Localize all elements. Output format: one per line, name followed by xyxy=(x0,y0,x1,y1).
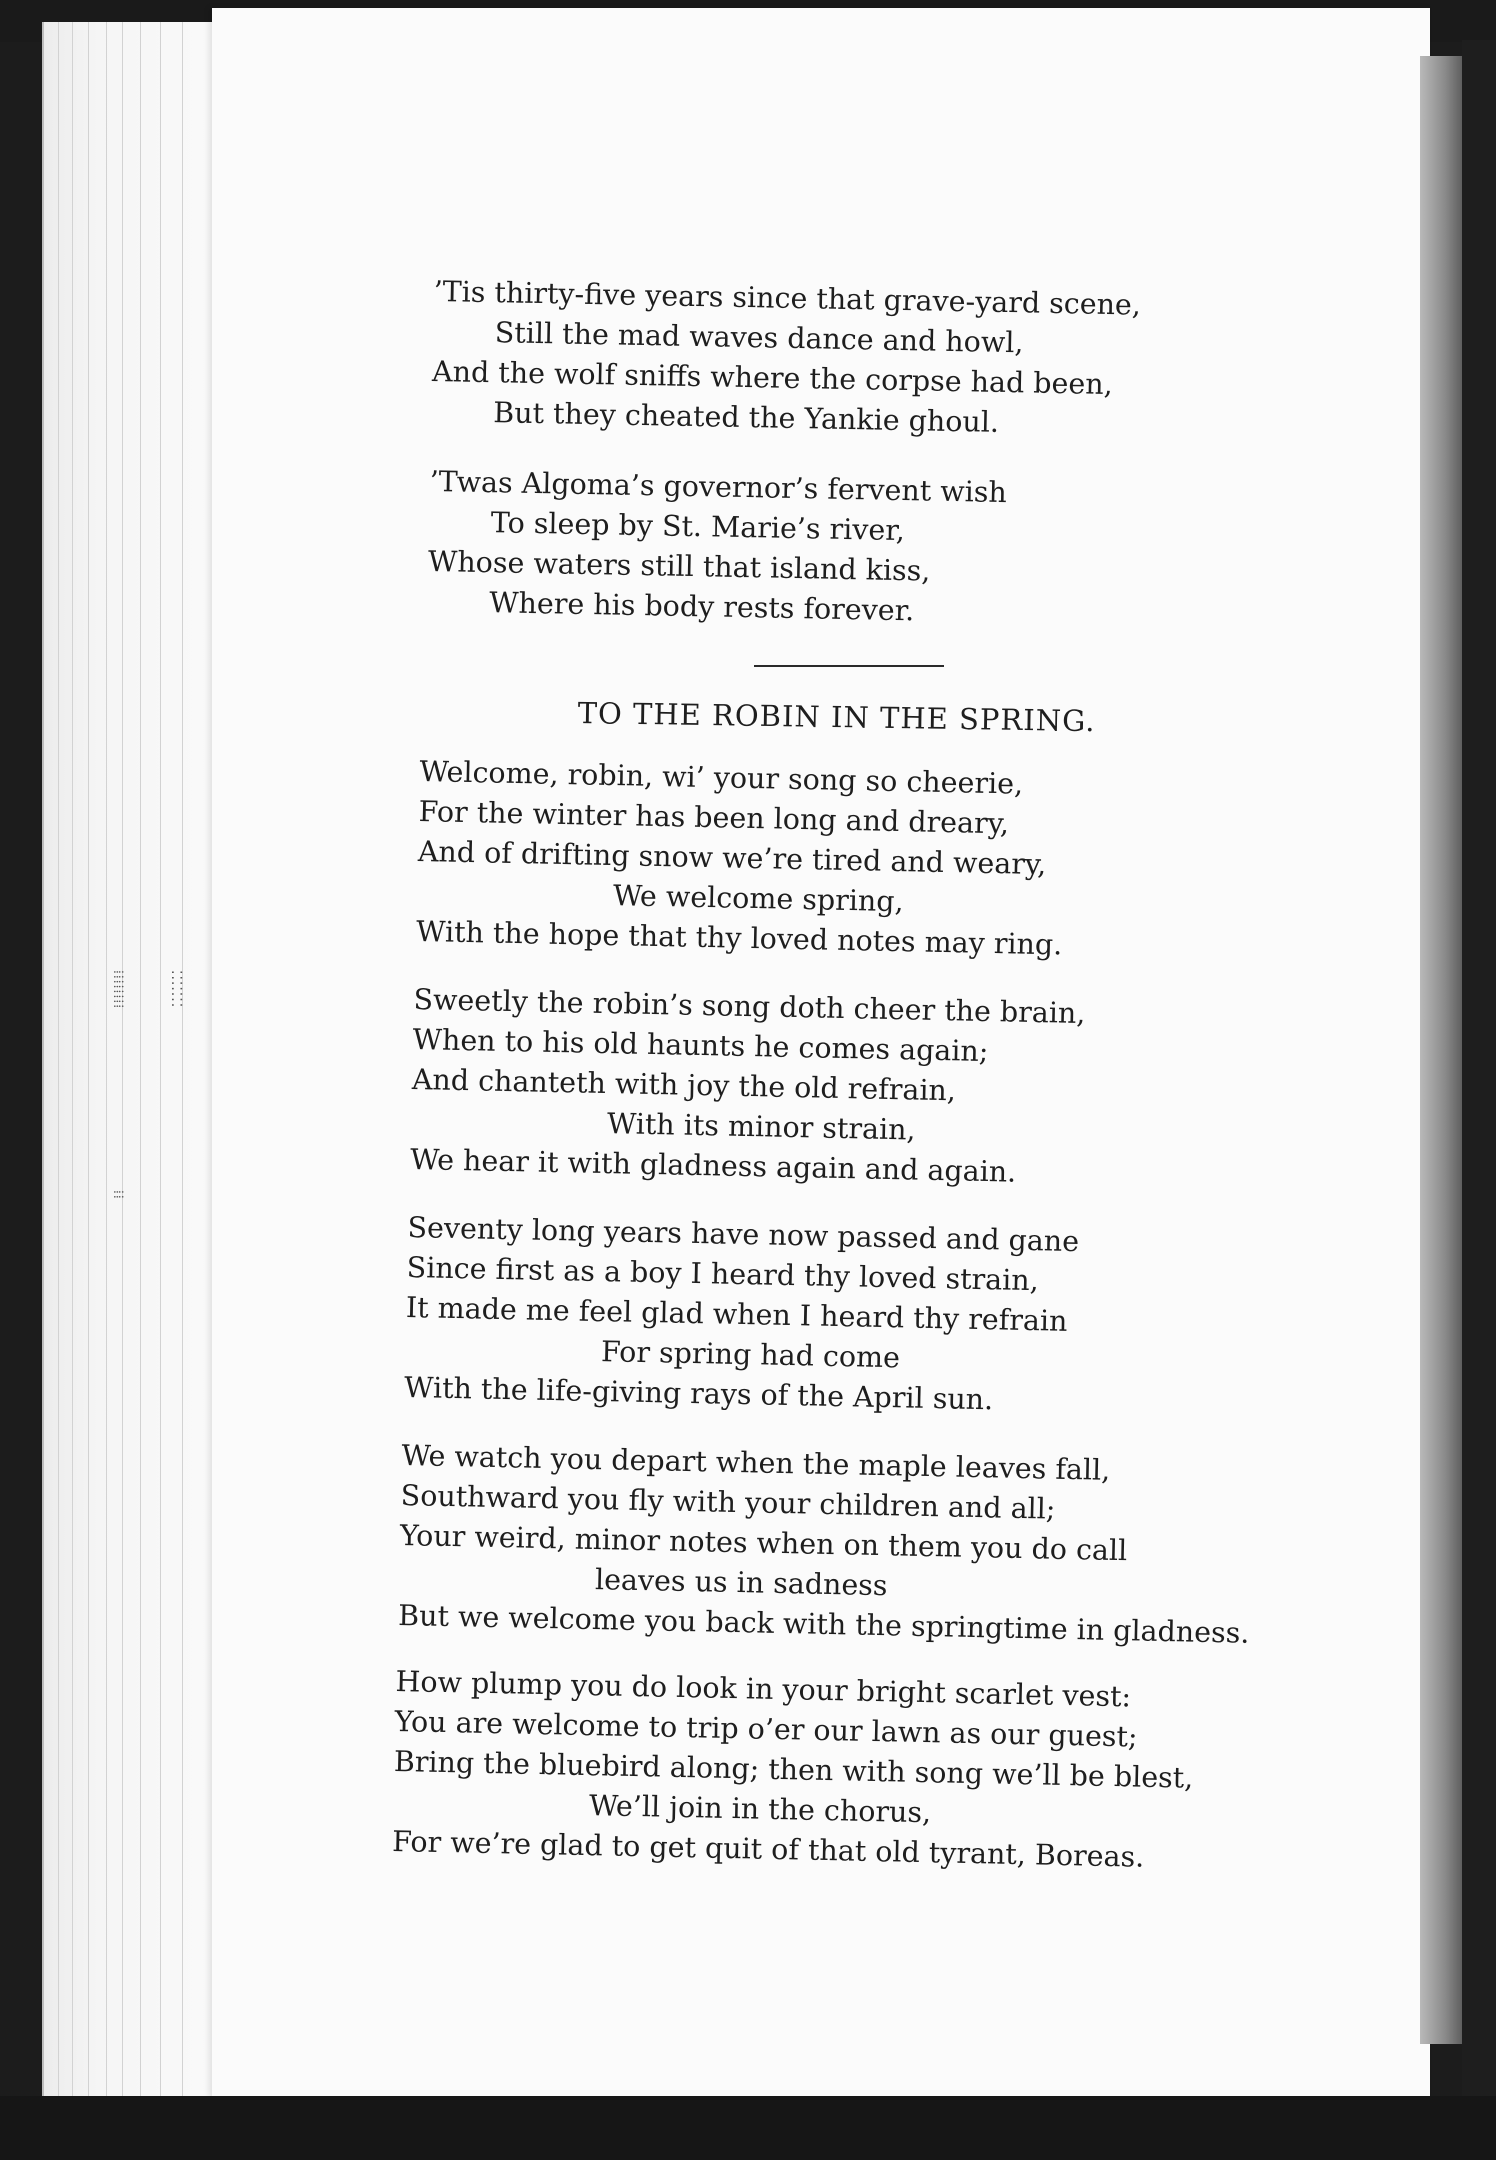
margin-specks: ⁞⁞ xyxy=(110,1190,126,1200)
poem-line: Whose waters still that island kiss, xyxy=(427,544,931,588)
margin-specks: ⁞⁞⁞⁞⁞⁞⁞⁞ xyxy=(110,970,126,1010)
stanza xyxy=(410,980,1086,1194)
poem-line: Still the mad waves dance and howl, xyxy=(494,316,1024,360)
poem-line: Southward you fly with your children and all; xyxy=(400,1478,1056,1526)
poem-line: We welcome spring, xyxy=(612,879,904,919)
stanza xyxy=(427,462,1007,633)
poem-line: Your weird, minor notes when on them you do call xyxy=(399,1518,1128,1568)
poem-line: For the winter has been long and dreary, xyxy=(418,794,1010,841)
poem-line: For we’re glad to get quit of that old tyrant, Boreas. xyxy=(391,1824,1145,1874)
stacked-page-edges xyxy=(42,22,224,2100)
poem-line: leaves us in sadness xyxy=(594,1563,888,1603)
poem-line: Seventy long years have now passed and gane xyxy=(407,1210,1080,1259)
scan-bottom-border xyxy=(0,2096,1496,2160)
stanza xyxy=(404,1208,1080,1422)
section-divider xyxy=(754,665,944,667)
poem-line: With the life-giving rays of the April sun. xyxy=(403,1370,994,1417)
poem-title: TO THE ROBIN IN THE SPRING. xyxy=(577,696,1096,739)
poem-line: And of drifting snow we’re tired and weary, xyxy=(417,834,1047,882)
poem-line: For spring had come xyxy=(600,1335,901,1375)
poem-line: Welcome, robin, wi’ your song so cheerie, xyxy=(419,754,1024,801)
poem-line: When to his old haunts he comes again; xyxy=(412,1022,989,1069)
poem-line: And the wolf sniffs where the corpse had been, xyxy=(431,354,1114,402)
poem-line: How plump you do look in your bright scarlet vest: xyxy=(395,1664,1132,1714)
poem-line: Sweetly the robin’s song doth cheer the brain, xyxy=(413,982,1086,1031)
stanza xyxy=(416,752,1066,965)
poem-line: But we welcome you back with the springtime in gladness. xyxy=(397,1598,1250,1650)
poem-line: We’ll join in the chorus, xyxy=(588,1789,932,1830)
poem-line: With the hope that thy loved notes may ring. xyxy=(415,914,1063,962)
stanza xyxy=(398,1436,1253,1654)
poem-line: It made me feel glad when I heard thy refrain xyxy=(405,1290,1068,1338)
poem-line: With its minor strain, xyxy=(606,1107,916,1147)
page-gutter-shadow xyxy=(1420,56,1462,2044)
poem-line: Where his body rests forever. xyxy=(488,586,915,628)
poem-line: To sleep by St. Marie’s river, xyxy=(490,506,906,548)
poem-line: You are welcome to trip o’er our lawn as our guest; xyxy=(394,1704,1138,1754)
scan-right-border xyxy=(1462,40,1496,2096)
stanza xyxy=(392,1662,1196,1879)
poem-line: But they cheated the Yankie ghoul. xyxy=(492,396,1000,439)
poem-line: Bring the bluebird along; then with song we’ll be blest, xyxy=(393,1744,1194,1795)
poem-line: ’Tis thirty-five years since that grave-yard scene, xyxy=(433,274,1142,322)
poem-line: Since first as a boy I heard thy loved strain, xyxy=(406,1250,1040,1298)
poem-line: We watch you depart when the maple leaves fall, xyxy=(401,1438,1111,1487)
poem-line: ’Twas Algoma’s governor’s fervent wish xyxy=(429,464,1008,510)
margin-specks: ⁚⁚⁚⁚⁚⁚⁚ xyxy=(168,970,184,1009)
poem-line: And chanteth with joy the old refrain, xyxy=(411,1062,957,1108)
stanza xyxy=(431,272,1141,446)
poem-line: We hear it with gladness again and again. xyxy=(409,1142,1017,1189)
